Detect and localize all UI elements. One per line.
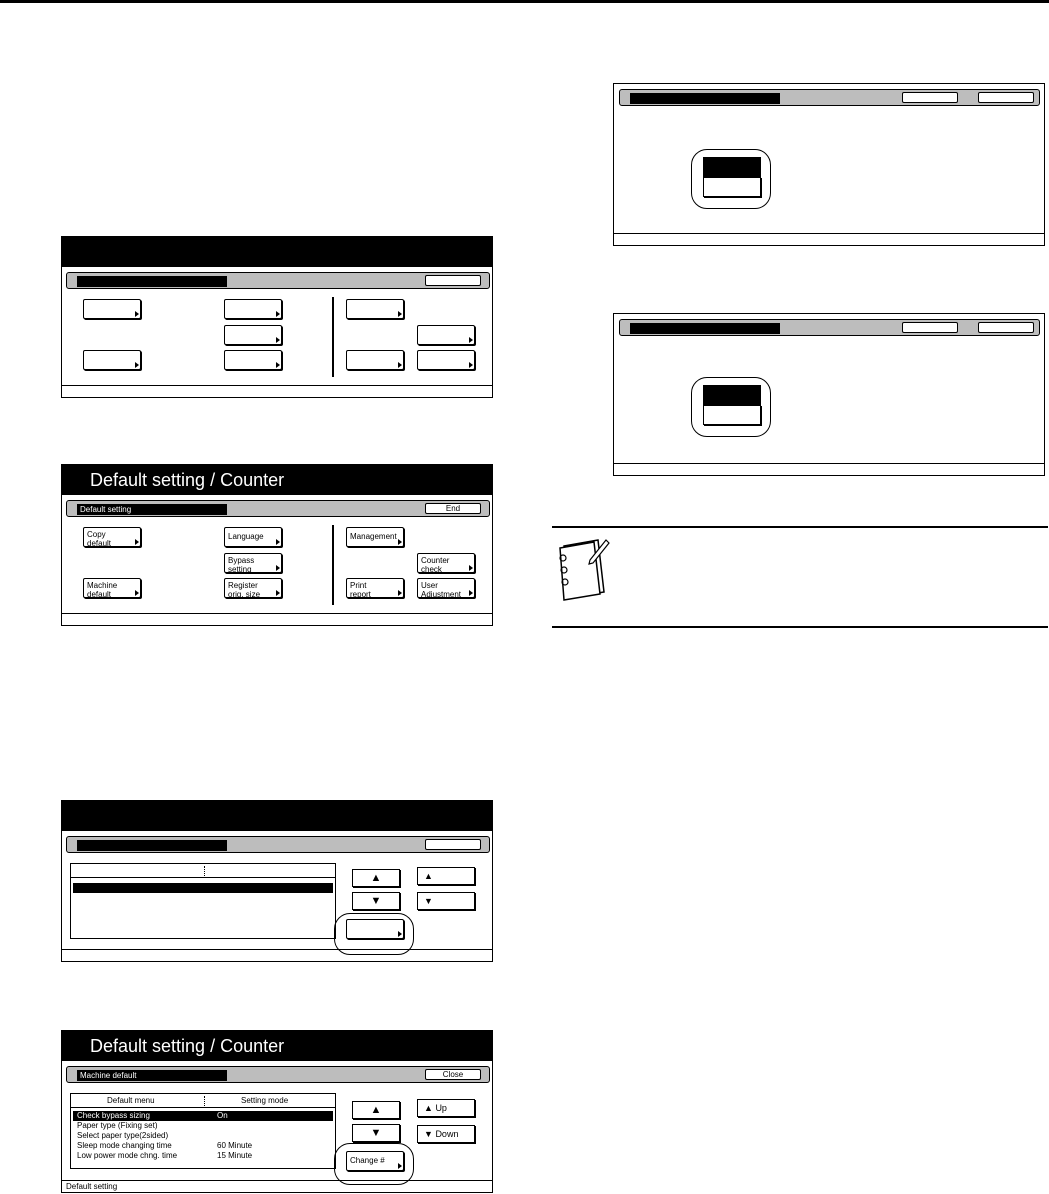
print-report-button[interactable] — [346, 578, 404, 598]
status-bar — [614, 463, 1044, 475]
user-adjustment-label: User Adjustment — [421, 581, 462, 599]
status-bar: Default setting — [62, 1180, 492, 1192]
sub-header-bar — [66, 500, 490, 517]
scroll-up-button[interactable] — [352, 1101, 400, 1119]
sub-header-label — [630, 323, 780, 334]
status-bar — [62, 949, 492, 961]
screen-default-setting-blank — [61, 236, 493, 398]
sub-header-label — [77, 840, 227, 851]
close-button[interactable] — [425, 839, 481, 850]
copy-default-label: Copy default — [87, 530, 112, 548]
sub-header-label — [630, 93, 780, 104]
language-button[interactable] — [224, 299, 282, 319]
sub-header-bar — [619, 319, 1040, 336]
sub-header-label: Machine default — [77, 1070, 227, 1081]
down-icon: ▼ — [424, 1129, 433, 1139]
note-box — [552, 526, 1048, 628]
back-button[interactable] — [902, 92, 958, 103]
copy-default-button[interactable] — [83, 299, 141, 319]
back-button[interactable] — [902, 322, 958, 333]
row-label: Paper type (Fixing set) — [77, 1121, 158, 1130]
list-row[interactable] — [73, 1151, 333, 1161]
list-row-selected[interactable] — [73, 883, 333, 893]
close-button[interactable]: Close — [425, 1069, 481, 1080]
column-header-mode: Setting mode — [241, 1096, 289, 1105]
screen-title: Default setting / Counter — [62, 465, 492, 495]
copy-default-button[interactable] — [83, 527, 141, 547]
print-report-label: Print report — [350, 581, 371, 599]
down-arrow-icon: ▼ — [370, 895, 382, 907]
off-option[interactable] — [703, 405, 761, 425]
management-label: Management — [350, 532, 397, 541]
user-adjustment-button[interactable] — [417, 578, 475, 598]
screen-title-bar — [62, 801, 492, 831]
on-option[interactable] — [703, 385, 761, 405]
row-label: Select paper type(2sided) — [77, 1131, 169, 1140]
down-button[interactable] — [417, 1125, 475, 1143]
language-button[interactable] — [224, 527, 282, 547]
list-row[interactable] — [73, 1111, 333, 1121]
screen-machine-default-blank — [61, 800, 493, 962]
row-value: 15 Minute — [217, 1151, 253, 1160]
screen-machine-default — [61, 1030, 493, 1193]
row-label: Sleep mode changing time — [77, 1141, 172, 1150]
user-adjustment-button[interactable] — [417, 350, 475, 370]
change-button[interactable] — [346, 1151, 404, 1171]
sub-header-bar — [66, 836, 490, 853]
end-button[interactable] — [425, 275, 481, 286]
screen-title-bar — [62, 237, 492, 267]
notepad-icon — [554, 534, 610, 604]
sub-header-label — [77, 276, 227, 287]
change-button[interactable] — [346, 919, 404, 939]
row-label: Low power mode chng. time — [77, 1151, 178, 1160]
list-row[interactable] — [73, 1131, 333, 1141]
scroll-down-button[interactable] — [352, 892, 400, 910]
settings-list — [70, 863, 336, 939]
settings-list — [70, 1093, 336, 1169]
down-arrow-icon: ▼ — [370, 1127, 382, 1139]
bypass-setting-button[interactable] — [224, 553, 282, 573]
register-orig-size-button[interactable] — [224, 350, 282, 370]
list-header — [71, 864, 335, 878]
counter-check-button[interactable] — [417, 325, 475, 345]
list-header — [71, 1094, 335, 1108]
machine-default-label: Machine default — [87, 581, 118, 599]
counter-check-label: Counter check — [421, 556, 450, 574]
management-button[interactable] — [346, 527, 404, 547]
counter-check-button[interactable] — [417, 553, 475, 573]
close-button[interactable] — [978, 322, 1034, 333]
status-bar — [614, 233, 1044, 245]
register-orig-size-label: Register orig. size — [228, 581, 261, 599]
divider — [332, 525, 334, 605]
sub-header-bar — [66, 1066, 490, 1083]
divider — [332, 297, 334, 377]
list-row[interactable] — [73, 1141, 333, 1151]
management-button[interactable] — [346, 299, 404, 319]
language-label: Language — [228, 532, 264, 541]
off-option[interactable] — [703, 177, 761, 197]
register-orig-size-button[interactable] — [224, 578, 282, 598]
row-value: 60 Minute — [217, 1141, 253, 1150]
sub-header-bar — [66, 272, 490, 289]
screen-toggle-2 — [613, 313, 1045, 476]
bypass-setting-button[interactable] — [224, 325, 282, 345]
down-icon: ▼ — [424, 896, 433, 906]
end-button[interactable]: End — [425, 503, 481, 514]
screen-default-setting — [61, 464, 493, 626]
change-label: Change # — [350, 1156, 385, 1165]
up-icon: ▲ — [424, 871, 433, 881]
list-row[interactable] — [73, 1121, 333, 1131]
column-divider — [204, 866, 205, 876]
print-report-button[interactable] — [346, 350, 404, 370]
screen-toggle-1 — [613, 83, 1045, 246]
machine-default-button[interactable] — [83, 350, 141, 370]
up-arrow-icon: ▲ — [370, 872, 382, 884]
down-label: Down — [435, 1129, 459, 1139]
sub-header-label: Default setting — [77, 504, 227, 515]
up-button[interactable] — [417, 867, 475, 885]
scroll-up-button[interactable] — [352, 869, 400, 887]
up-arrow-icon: ▲ — [370, 1104, 382, 1116]
status-bar — [62, 613, 492, 625]
up-button[interactable] — [417, 1099, 475, 1117]
row-value: On — [217, 1111, 228, 1120]
machine-default-button[interactable] — [83, 578, 141, 598]
row-label: Check bypass sizing — [77, 1111, 150, 1120]
status-bar — [62, 385, 492, 397]
top-rule — [0, 0, 1049, 3]
up-label: Up — [435, 1103, 447, 1113]
column-divider — [204, 1096, 205, 1106]
screen-title: Default setting / Counter — [62, 1031, 492, 1061]
up-icon: ▲ — [424, 1103, 433, 1113]
scroll-down-button[interactable] — [352, 1124, 400, 1142]
sub-header-bar — [619, 89, 1040, 106]
on-option[interactable] — [703, 157, 761, 177]
close-button[interactable] — [978, 92, 1034, 103]
bypass-setting-label: Bypass setting — [228, 556, 255, 574]
column-header-menu: Default menu — [107, 1096, 155, 1105]
down-button[interactable] — [417, 892, 475, 910]
